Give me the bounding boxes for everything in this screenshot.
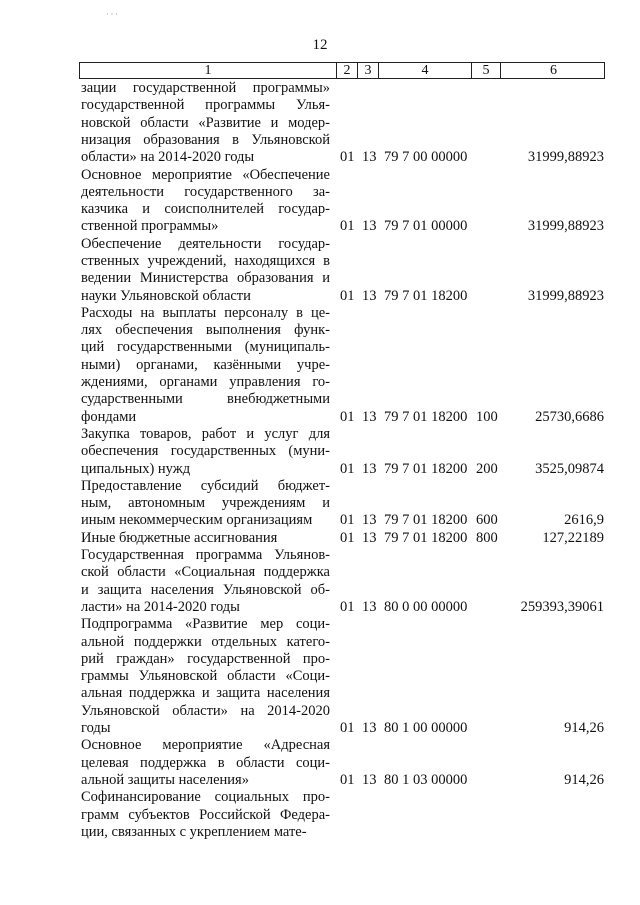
subsection-code: 13 [362,598,377,615]
row-description-line: ции, связанных с укреплением мате- [81,823,307,840]
row-description-line: ской области «Социальная поддержка [81,564,330,581]
subsection-code: 13 [362,149,377,166]
row-description [81,547,330,616]
expense-type-code: 600 [476,512,498,529]
row-description-line: науки Ульяновской области [81,287,251,304]
header-col-5: 5 [472,63,501,78]
row-description-line: лях обеспечения выполнения функ- [81,322,330,339]
row-description-line: ждениями, органами управления го- [81,374,330,391]
row-description-line: новской области «Развитие и модер- [81,114,330,131]
row-description-line: ципальных) нужд [81,460,191,477]
target-article-code: 80 0 00 00000 [384,598,468,615]
row-description-line: обеспечения государственных (муни- [81,443,330,460]
row-description-line: иным некоммерческим организациям [81,512,313,529]
row-description [81,530,330,547]
row-description-line: сударственными внебюджетными [81,391,330,408]
amount-value: 31999,88923 [527,149,604,166]
section-code: 01 [340,771,355,788]
row-description [81,478,330,530]
subsection-code: 13 [362,529,377,546]
row-description-line: зации государственной программы» [81,80,330,96]
row-description-line: Обеспечение деятельности государ- [81,235,330,252]
scan-mark: · · · [106,10,118,19]
amount-value: 25730,6686 [535,408,604,425]
section-code: 01 [340,218,355,235]
target-article-code: 80 1 00 00000 [384,720,468,737]
row-description-line: и защита населения Ульяновской об- [81,581,330,598]
row-description [81,305,330,426]
amount-value: 259393,39061 [520,598,604,615]
row-description-line: ственной программы» [81,218,219,235]
section-code: 01 [340,529,355,546]
row-description-line: Расходы на выплаты персоналу в це- [81,304,330,321]
row-description [81,426,330,478]
row-description [81,80,330,166]
subsection-code: 13 [362,512,377,529]
row-description-line: Основное мероприятие «Адресная [81,737,330,754]
amount-value: 127,22189 [542,529,604,546]
expense-type-code: 100 [476,408,498,425]
amount-value: 3525,09874 [535,460,604,477]
header-col-4: 4 [379,63,472,78]
header-col-3: 3 [358,63,379,78]
row-description-line: ными) органами, казёнными учре- [81,356,330,373]
row-description-line: годы [81,720,111,737]
amount-value: 31999,88923 [527,287,604,304]
target-article-code: 79 7 01 00000 [384,218,468,235]
row-description-line: грамм субъектов Российской Федера- [81,806,330,823]
row-description [81,236,330,305]
row-description-line: ций государственными (муниципаль- [81,339,330,356]
row-description-line: низация образования в Ульяновской [81,131,330,148]
row-description-line: казчика и соисполнителей государ- [81,201,330,218]
target-article-code: 79 7 01 18200 [384,512,468,529]
subsection-code: 13 [362,720,377,737]
subsection-code: 13 [362,771,377,788]
row-description-line: Иные бюджетные ассигнования [81,529,278,546]
section-code: 01 [340,720,355,737]
row-description-line: альной защиты населения» [81,771,249,788]
row-description-line: области» на 2014-2020 годы [81,149,255,166]
table-header [79,62,605,79]
header-col-6: 6 [550,63,557,78]
row-description-line: государственной программы Улья- [81,97,330,114]
row-description [81,789,330,841]
section-code: 01 [340,598,355,615]
amount-value: 914,26 [564,720,604,737]
row-description-line: фондами [81,408,137,425]
row-description-line: Государственная программа Ульянов- [81,547,330,564]
header-col-1: 1 [80,63,337,78]
row-description-line: альная поддержка и защита населения [81,685,330,702]
section-code: 01 [340,512,355,529]
subsection-code: 13 [362,408,377,425]
amount-value: 2616,9 [564,512,604,529]
row-description-line: ведении Министерства образования и [81,270,330,287]
subsection-code: 13 [362,218,377,235]
section-code: 01 [340,149,355,166]
row-description-line: деятельности государственного за- [81,183,330,200]
row-description-line: целевая поддержка в области соци- [81,754,330,771]
target-article-code: 79 7 01 18200 [384,460,468,477]
row-description-line: ласти» на 2014-2020 годы [81,598,240,615]
section-code: 01 [340,408,355,425]
amount-value: 31999,88923 [527,218,604,235]
target-article-code: 79 7 00 00000 [384,149,468,166]
header-col-2: 2 [337,63,358,78]
expense-type-code: 800 [476,529,498,546]
page-number: 12 [312,37,328,53]
row-description-line: альной поддержки отдельных катего- [81,633,330,650]
row-description-line: рий граждан» государственной про- [81,650,330,667]
subsection-code: 13 [362,460,377,477]
expense-type-code: 200 [476,460,498,477]
target-article-code: 79 7 01 18200 [384,408,468,425]
row-description-line: ственных учреждений, находящихся в [81,252,330,269]
row-description-line: Подпрограмма «Развитие мер соци- [81,616,330,633]
row-description-line: Софинансирование социальных про- [81,789,330,806]
amount-value: 914,26 [564,771,604,788]
row-description-line: Ульяновской области» на 2014-2020 [81,702,330,719]
target-article-code: 79 7 01 18200 [384,287,468,304]
row-description-line: Основное мероприятие «Обеспечение [81,166,330,183]
target-article-code: 79 7 01 18200 [384,529,468,546]
row-description-line: граммы Ульяновской области «Соци- [81,668,330,685]
row-description [81,616,330,737]
row-description [81,167,330,236]
row-description-line: Закупка товаров, работ и услуг для [81,426,330,442]
row-description-line: ным, автономным учреждениям и [81,495,330,512]
target-article-code: 80 1 03 00000 [384,771,468,788]
section-code: 01 [340,460,355,477]
subsection-code: 13 [362,287,377,304]
row-description-line: Предоставление субсидий бюджет- [81,477,330,494]
row-description [81,737,330,789]
section-code: 01 [340,287,355,304]
